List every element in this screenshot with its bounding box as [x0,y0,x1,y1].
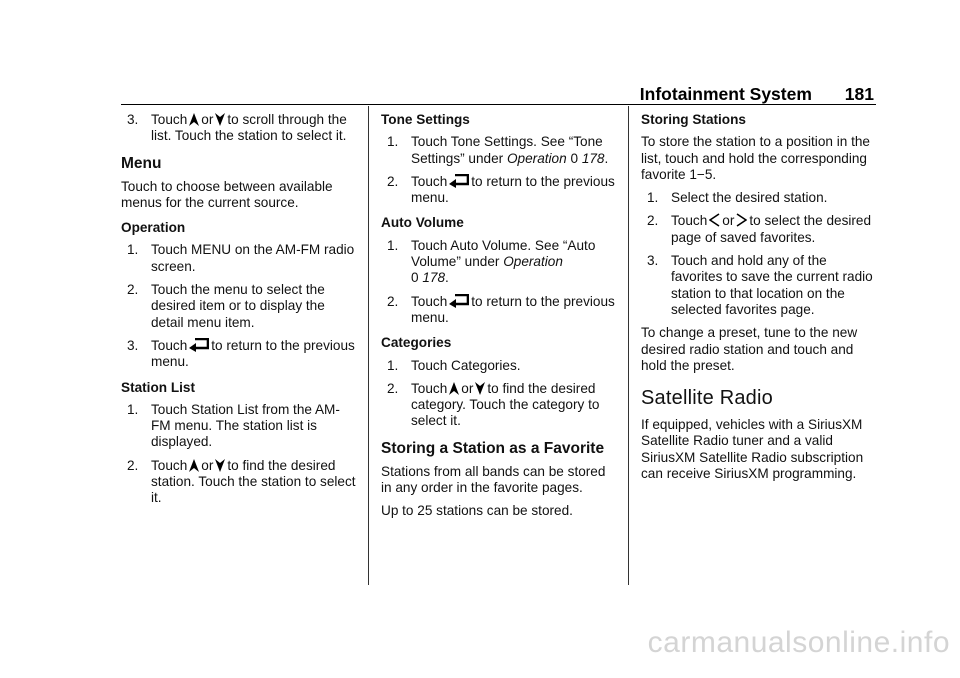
page-header [640,84,874,105]
list-item: 2. Touch to return to the previous menu. [387,293,615,325]
subheading: Auto Volume [381,215,464,231]
list-item: 1. Touch Station List from the AM-FM menu. The station list is displayed. [127,401,340,450]
header-rule [121,104,876,105]
list-item: 1. Select the desired station. [647,190,828,206]
section-heading: Menu [121,154,162,172]
down-arrow-icon [475,382,485,395]
page-ref-icon: 0 [570,150,579,166]
chevron-right-icon [736,213,747,227]
list-item: 2. Touch or to select the desired page of saved favorites. [647,213,872,245]
page-reference[interactable]: 178 [581,150,605,166]
column-divider [368,106,369,585]
paragraph: Stations from all bands can be stored in any order in the favorite pages. [381,463,606,496]
subheading: Tone Settings [381,112,470,127]
page-ref-icon: 0 [411,270,419,286]
page-reference[interactable]: 178 [422,270,446,286]
up-arrow-icon [449,382,459,395]
watermark: carmanualsonline.info [647,626,950,659]
list-item: 2. Touch the menu to select the desired item or to display the detail menu item. [127,282,325,330]
up-arrow-icon [189,113,199,126]
subheading: Categories [381,335,452,351]
list-item: 2. Touch or to find the desired category. Touch the category to select it. [387,380,600,429]
column-2 [381,112,619,527]
list-item: 2. Touch to return to the previous menu. [387,173,615,206]
section-heading: Storing a Station as a Favorite [381,439,605,457]
list-item: 3. Touch to return to the previous menu. [127,337,355,370]
list-item: 1. Touch MENU on the AM-FM radio screen. [127,242,355,274]
column-1 [121,112,357,514]
back-icon [449,294,469,308]
subheading: Operation [121,220,186,236]
paragraph: Up to 25 stations can be stored. [381,503,573,519]
list-item: 2. Touch or to find the desired station. Touch the station to select it. [127,457,356,506]
subheading: Station List [121,379,196,395]
down-arrow-icon [215,113,225,126]
paragraph: To change a preset, tune to the new desired radio station and touch and hold the preset. [641,325,858,373]
section-heading: Satellite Radio [641,387,773,410]
down-arrow-icon [215,459,225,472]
column-divider [628,106,629,585]
back-icon [189,338,209,352]
up-arrow-icon [189,459,199,472]
column-3 [641,112,879,489]
page-number: 181 [844,84,874,104]
paragraph: If equipped, vehicles with a SiriusXM Satellite Radio tuner and a valid SiriusXM Satellite Radio subscription can receive SiriusXM programming. [641,417,864,482]
section-title: Infotainment System [639,84,812,104]
back-icon [449,174,469,188]
paragraph: Touch to choose between available menus for the current source. [121,178,333,210]
chevron-left-icon [709,213,720,227]
list-item: 1. Touch Categories. [387,357,521,373]
list-item: 3. Touch and hold any of the favorites to save the current radio station to that location on the selected favorites page. [647,253,873,317]
list-item: 3. Touch or to scroll through the list. Touch the station to select it. [127,112,347,144]
paragraph: To store the station to a position in the list, touch and hold the corresponding favorite 1−5. [641,134,870,182]
list-item: 1. Touch Tone Settings. See “Tone Settings” under Operation 0 178. [387,134,609,166]
list-item: 1. Touch Auto Volume. See “Auto Volume” under Operation 0 178. [387,237,596,286]
subheading: Storing Stations [641,112,746,127]
